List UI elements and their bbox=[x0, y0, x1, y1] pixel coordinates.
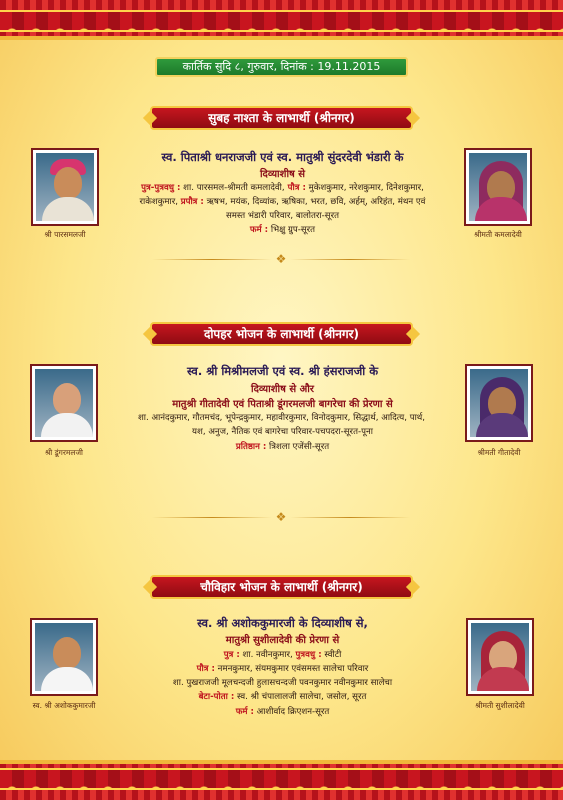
photo-sushila-devi bbox=[468, 620, 532, 694]
caption-sushila-devi: श्रीमती सुशीलादेवी bbox=[475, 701, 525, 710]
chouvihar-line-1 bbox=[105, 648, 460, 662]
text-great-grandsons: ऋषभ, मयंक, दिव्यांक, ऋषिका, भरत, छवि, अर्हम्, अरिहंत, मंथन एवं bbox=[203, 197, 426, 207]
section-title-lunch: दोपहर भोजन के लाभार्थी (श्रीनगर) bbox=[150, 322, 413, 346]
text-grandson-3: नमनकुमार, संयमकुमार एवंसमस्त सालेचा परिवार bbox=[214, 664, 369, 674]
label-daughter-in-law-3: पुत्रवधु : bbox=[295, 650, 322, 660]
lunch-line-1: शा. आनंदकुमार, गौतमचंद, भूपेन्द्रकुमार, महावीरकुमार, विनोदकुमार, सिद्धार्थ, आदित्य, पार्थ, bbox=[137, 413, 426, 423]
divider-2: ❖ bbox=[136, 510, 426, 524]
label-grandson: पौत्र : bbox=[284, 183, 306, 193]
date-banner: कार्तिक सुदि ८, गुरुवार, दिनांक : 19.11.2015 bbox=[155, 57, 408, 77]
text-firm: भिक्षु ग्रुप-सूरत bbox=[268, 225, 316, 235]
label-son-3: पुत्र : bbox=[223, 650, 240, 660]
breakfast-line-2 bbox=[100, 195, 465, 209]
caption-geeta-devi: श्रीमती गीतादेवी bbox=[477, 448, 521, 457]
divider-1: ❖ bbox=[136, 252, 426, 266]
photo-kamla-devi bbox=[466, 150, 530, 224]
breakfast-heading: स्व. पिताश्री धनराजजी एवं स्व. मातुश्री सुंदरदेवी भंडारी के bbox=[161, 150, 404, 164]
label-grandson-3: पौत्र : bbox=[196, 664, 215, 674]
breakfast-subheading: दिव्याशीष से bbox=[259, 169, 306, 180]
bottom-border-pattern bbox=[0, 768, 563, 790]
caption-ashok-kumarji: स्व. श्री अशोककुमारजी bbox=[32, 701, 96, 710]
caption-paras-malji: श्री पारसमलजी bbox=[44, 230, 86, 239]
caption-doongar-malji: श्री डूंगरमलजी bbox=[44, 448, 84, 457]
text-son: शा. पारसमल-श्रीमती कमलादेवी, bbox=[180, 183, 285, 193]
text-son-grandson-3: स्व. श्री चंपालालजी सालेचा, जसोल, सूरत bbox=[234, 692, 367, 702]
section-title-chouvihar: चौविहार भोजन के लाभार्थी (श्रीनगर) bbox=[150, 575, 413, 599]
lunch-subheading: दिव्याशीष से और bbox=[251, 384, 314, 395]
lunch-heading: स्व. श्री मिश्रीमलजी एवं स्व. श्री हंसराजजी के bbox=[186, 364, 379, 378]
section-title-breakfast: सुबह नाश्ता के लाभार्थी (श्रीनगर) bbox=[150, 106, 413, 130]
text-rakesh: राकेशकुमार, bbox=[139, 197, 181, 207]
photo-ashok-kumarji bbox=[32, 620, 96, 694]
label-firm-3: फर्म : bbox=[235, 707, 254, 717]
label-firm: फर्म : bbox=[249, 225, 269, 235]
label-establishment: प्रतिष्ठान : bbox=[235, 442, 267, 452]
photo-paras-malji bbox=[33, 150, 97, 224]
photo-geeta-devi bbox=[467, 366, 531, 440]
chouvihar-heading: स्व. श्री अशोककुमारजी के दिव्याशीष से, bbox=[197, 616, 368, 630]
chouvihar-line-2 bbox=[105, 662, 460, 676]
photo-doongar-malji bbox=[32, 366, 96, 440]
text-firm-3: आशीर्वाद क्रिएशन-सूरत bbox=[253, 707, 330, 717]
text-establishment: त्रिशला एजेंसी-सूरत bbox=[266, 442, 330, 452]
label-great-grandson: प्रपौत्र : bbox=[180, 197, 204, 207]
text-son-3: शा. नवीनकुमार, bbox=[239, 650, 296, 660]
label-son-grandson-3: बेटा-पोता : bbox=[198, 692, 235, 702]
lunch-subheading-2: मातुश्री गीतादेवी एवं पिताश्री डूंगरमलजी बागरेचा की प्रेरणा से bbox=[172, 399, 393, 410]
lunch-line-3 bbox=[105, 440, 460, 454]
text-daughter-in-law-3: स्वीटी bbox=[321, 650, 342, 660]
breakfast-line-4 bbox=[105, 223, 460, 237]
chouvihar-line-5 bbox=[105, 705, 460, 719]
chouvihar-line-3: शा. पुखराजजी मूलचन्दजी हुलासचन्दजी पवनकुमार नवीनकुमार सालेचा bbox=[172, 678, 393, 688]
chouvihar-subheading: मातुश्री सुशीलादेवी की प्रेरणा से bbox=[225, 635, 340, 646]
breakfast-line-1 bbox=[105, 181, 460, 195]
caption-kamla-devi: श्रीमती कमलादेवी bbox=[474, 230, 522, 239]
breakfast-line-3: समस्त भंडारी परिवार, बालोतरा-सूरत bbox=[225, 211, 339, 221]
chouvihar-line-4 bbox=[105, 690, 460, 704]
text-grandson: मुकेशकुमार, नरेशकुमार, दिनेशकुमार, bbox=[305, 183, 424, 193]
top-border-pattern bbox=[0, 10, 563, 32]
lunch-line-2: यश, अनुज, नैतिक एवं बागरेचा परिवार-पचपदरा-सूरत-पूना bbox=[192, 427, 373, 437]
label-son: पुत्र-पुत्रवधु : bbox=[141, 183, 181, 193]
